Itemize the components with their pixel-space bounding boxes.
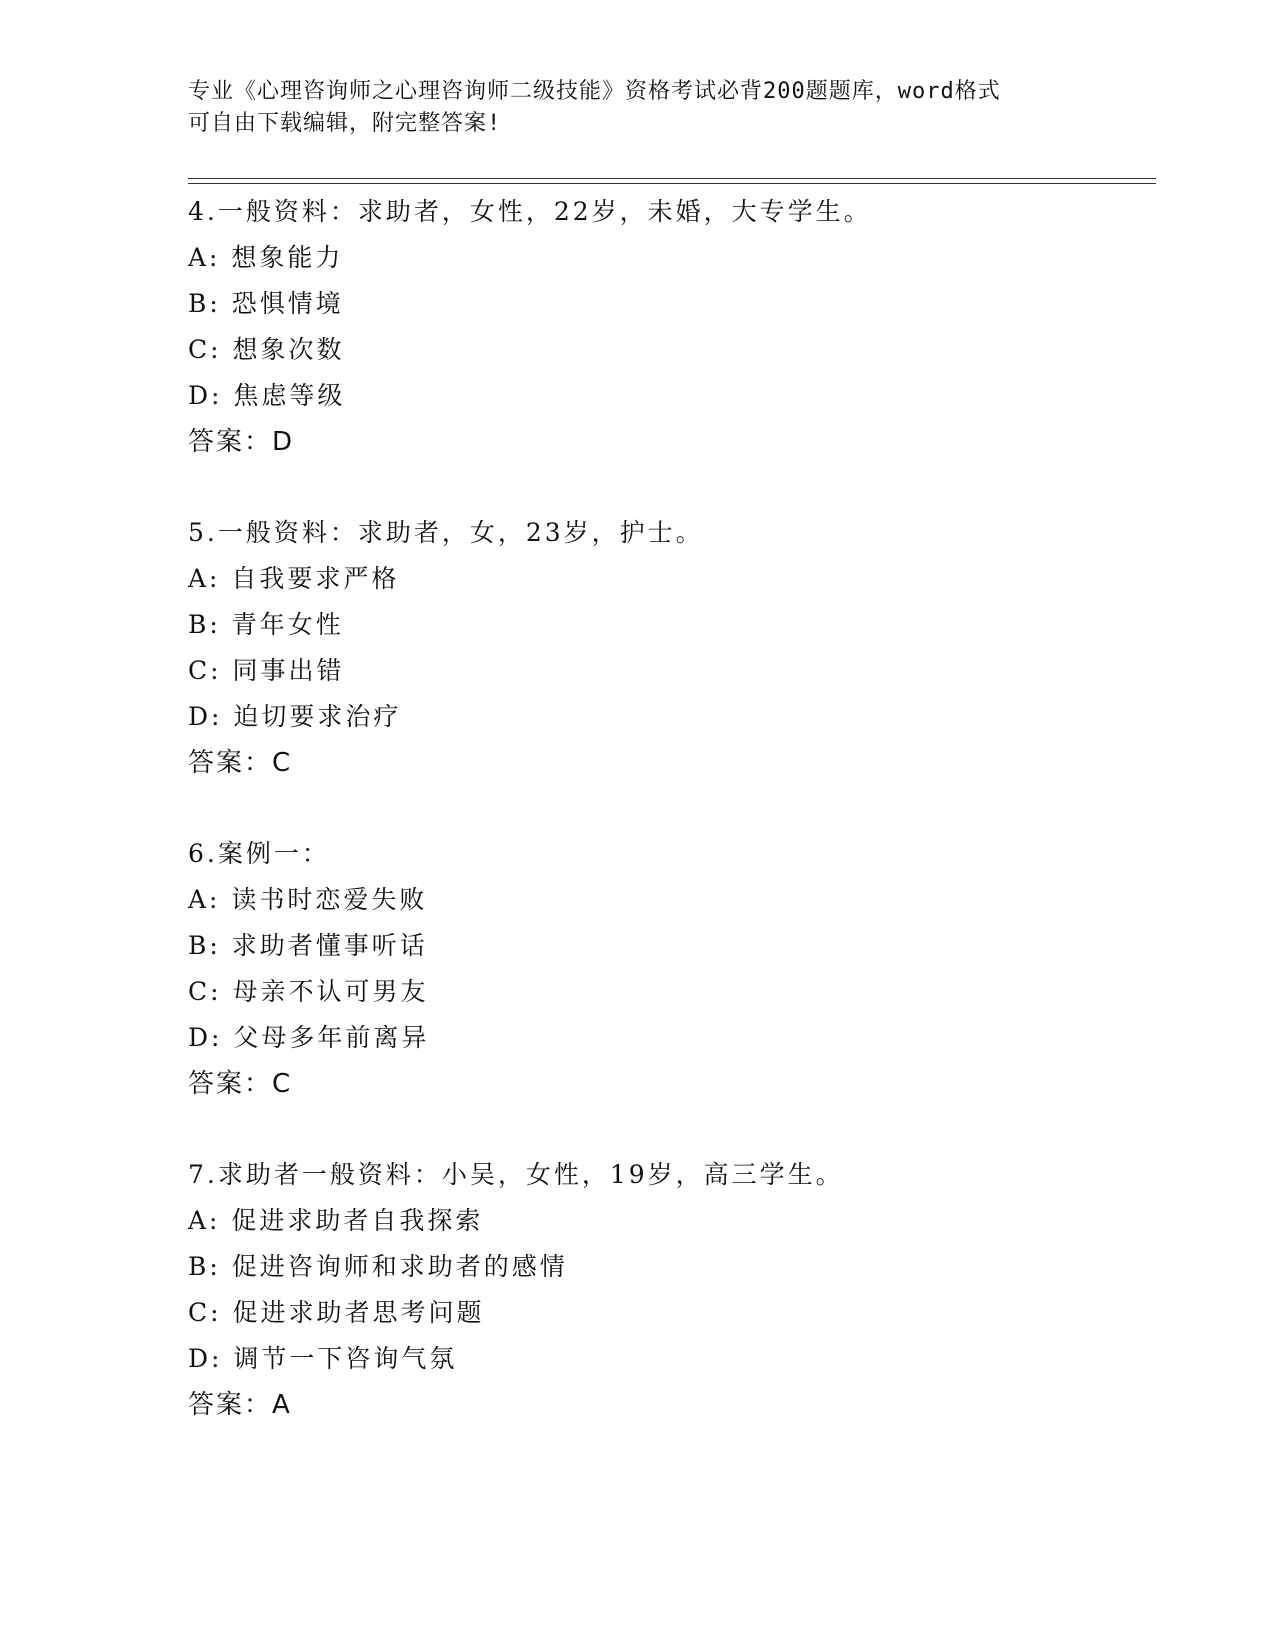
question-6 — [188, 831, 1148, 1107]
option-a: A: 促进求助者自我探索 — [188, 1206, 484, 1235]
question-stem: 5.一般资料：求助者，女，23岁，护士。 — [188, 518, 704, 547]
option-c: C: 同事出错 — [188, 656, 345, 685]
question-stem: 6.案例一： — [188, 839, 330, 868]
option-b: B: 青年女性 — [188, 610, 344, 639]
option-b: B: 求助者懂事听话 — [188, 931, 428, 960]
answer-line: 答案：D — [188, 427, 295, 457]
header-line-2: 可自由下载编辑，附完整答案! — [188, 111, 502, 136]
option-a: A: 读书时恋爱失败 — [188, 885, 428, 914]
option-d: D: 焦虑等级 — [188, 381, 346, 410]
answer-line: 答案：C — [188, 748, 293, 778]
question-stem: 7.求助者一般资料：小吴，女性，19岁，高三学生。 — [188, 1160, 844, 1189]
question-5 — [188, 510, 1148, 786]
option-d: D: 调节一下咨询气氛 — [188, 1344, 458, 1373]
option-b: B: 促进咨询师和求助者的感情 — [188, 1252, 568, 1281]
header-divider-top — [188, 178, 1156, 179]
question-7 — [188, 1152, 1148, 1428]
header-divider-bottom — [188, 183, 1156, 184]
header-line-1: 专业《心理咨询师之心理咨询师二级技能》资格考试必背200题题库，word格式 — [188, 79, 1001, 104]
document-header — [188, 76, 1088, 140]
option-c: C: 促进求助者思考问题 — [188, 1298, 485, 1327]
answer-line: 答案：A — [188, 1390, 292, 1420]
option-a: A: 自我要求严格 — [188, 564, 400, 593]
option-b: B: 恐惧情境 — [188, 289, 344, 318]
option-d: D: 迫切要求治疗 — [188, 702, 402, 731]
option-c: C: 想象次数 — [188, 335, 345, 364]
option-a: A: 想象能力 — [188, 243, 344, 272]
option-d: D: 父母多年前离异 — [188, 1023, 430, 1052]
answer-line: 答案：C — [188, 1069, 293, 1099]
option-c: C: 母亲不认可男友 — [188, 977, 429, 1006]
question-stem: 4.一般资料：求助者，女性，22岁，未婚，大专学生。 — [188, 197, 872, 226]
question-4 — [188, 189, 1148, 465]
